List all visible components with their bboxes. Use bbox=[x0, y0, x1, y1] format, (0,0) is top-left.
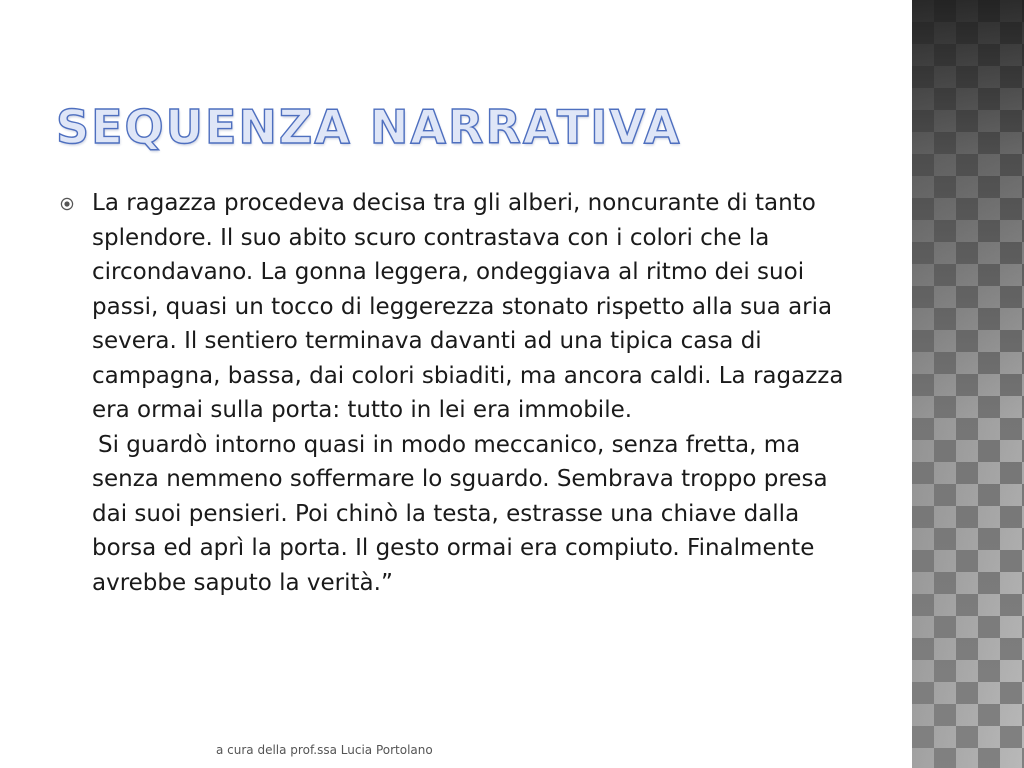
slide-title: SEQUENZA NARRATIVA bbox=[56, 100, 682, 154]
circled-dot-bullet-icon bbox=[60, 197, 74, 211]
footer-credit: a cura della prof.ssa Lucia Portolano bbox=[216, 743, 433, 757]
paragraph-2: Si guardò intorno quasi in modo meccanico, senza fretta, ma senza nemmeno soffermare lo sguardo. Sembrava troppo presa dai suoi pensieri. Poi chinò la testa, estrasse una chiave dalla borsa ed aprì la porta. Il gesto ormai era compiuto. Finalmente avrebbe saputo la verità.” bbox=[92, 431, 828, 596]
slide-body bbox=[60, 186, 860, 600]
decorative-side-panel bbox=[912, 0, 1024, 768]
paragraph-1: La ragazza procedeva decisa tra gli alberi, noncurante di tanto splendore. Il suo abito scuro contrastava con i colori che la circondavano. La gonna leggera, ondeggiava al ritmo dei suoi passi, quasi un tocco di leggerezza stonato rispetto alla sua aria severa. Il sentiero terminava davanti ad una tipica casa di campagna, bassa, dai colori sbiaditi, ma ancora caldi. La ragazza era ormai sulla porta: tutto in lei era immobile. bbox=[92, 190, 844, 423]
